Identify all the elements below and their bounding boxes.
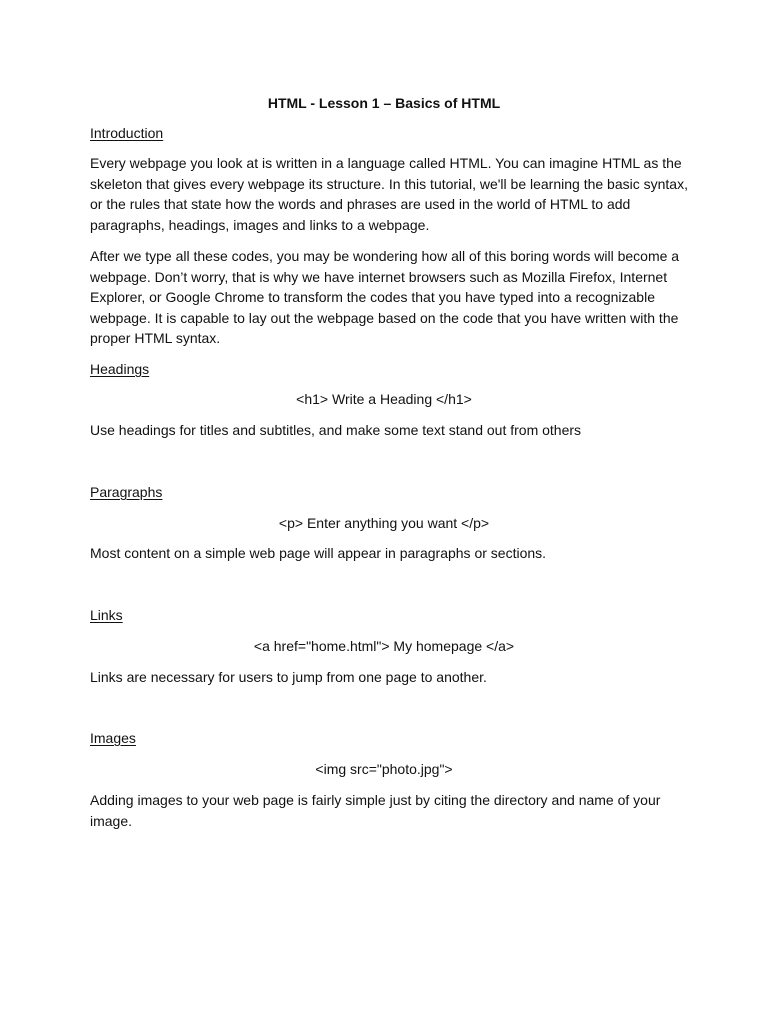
- code-example-link: <a href="home.html"> My homepage </a>: [253, 638, 515, 654]
- page-title: HTML - Lesson 1 – Basics of HTML: [267, 95, 501, 111]
- images-description: Adding images to your web page is fairly simple just by citing the directory and name of your image.: [90, 792, 661, 829]
- intro-paragraph-1: Every webpage you look at is written in a language called HTML. You can imagine HTML as the skeleton that gives every webpage its structure. In this tutorial, we'll be learning the basic syntax, or the rules that state how the words and phrases are used in the world of HTML to add paragraphs, headings, images and links to a webpage.: [90, 155, 688, 233]
- headings-description: Use headings for titles and subtitles, and make some text stand out from others: [90, 422, 582, 438]
- section-heading-paragraphs: Paragraphs: [90, 484, 163, 500]
- code-example-paragraph: <p> Enter anything you want </p>: [278, 515, 490, 531]
- section-heading-introduction: Introduction: [90, 125, 164, 141]
- code-example-image: <img src="photo.jpg">: [315, 761, 453, 777]
- section-heading-headings: Headings: [90, 361, 150, 377]
- intro-paragraph-2: After we type all these codes, you may be wondering how all of this boring words will become a webpage. Don’t worry, that is why we have internet browsers such as Mozilla Firefox, Internet Explorer, or Google Chrome to transform the codes that you have typed into a recognizable webpage. It is capable to lay out the webpage based on the code that you have written with the proper HTML syntax.: [90, 248, 680, 347]
- paragraphs-description: Most content on a simple web page will appear in paragraphs or sections.: [90, 545, 547, 561]
- section-heading-links: Links: [90, 607, 123, 623]
- section-heading-images: Images: [90, 730, 136, 746]
- code-example-heading: <h1> Write a Heading </h1>: [296, 391, 472, 407]
- links-description: Links are necessary for users to jump from one page to another.: [90, 669, 487, 685]
